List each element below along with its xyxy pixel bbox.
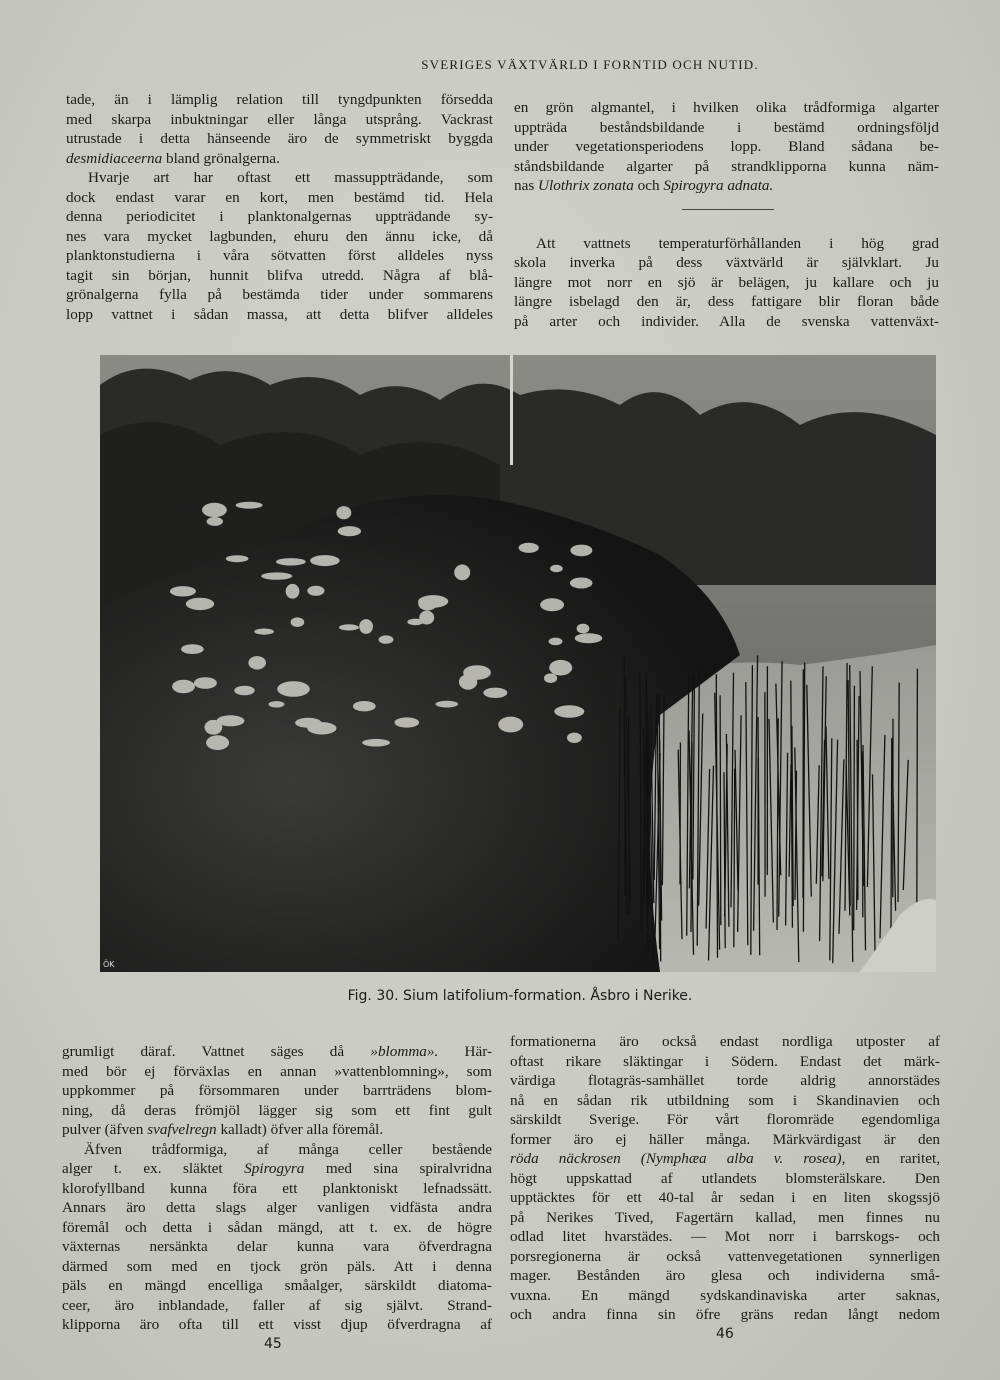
flower-head <box>577 624 590 634</box>
figure-caption: Fig. 30. Sium latifolium-formation. Åsbro i Nerike. <box>347 988 693 1004</box>
text-fragment: och <box>637 177 660 194</box>
text-line: upptäcktes för ett 40-tal år sedan i en liten skogssjö <box>510 1189 940 1206</box>
flower-head <box>498 717 523 733</box>
text-line: ceer, äro inblandade, faller af sig självt. Strand- <box>62 1296 492 1314</box>
text-line: nes vara mycket lagbunden, ehuru den ännu icke, då <box>66 227 493 245</box>
text-fragment: Här- <box>464 1043 493 1060</box>
landscape-photograph <box>100 355 936 972</box>
flower-head <box>336 506 351 519</box>
text-line: oftast rikare släktingar i Södern. Endast det märk- <box>510 1052 940 1070</box>
text-line: denna periodicitet i planktonalgernas uppträdande sy- <box>66 208 493 225</box>
photo-illustration <box>100 355 936 972</box>
text-line: tagit sin början, hunnit blifva utredd. Några af blå- <box>66 266 493 284</box>
flower-head <box>170 586 196 596</box>
text-line-italic-mixed <box>66 149 493 169</box>
text-line: grönalgerna fylla på bestämda tider under sommarens <box>66 286 493 303</box>
photographer-mark: ÖK <box>103 960 115 969</box>
text-line: mager. Bestånden äro glesa och individerna små- <box>510 1267 940 1284</box>
flower-head <box>436 701 459 708</box>
text-line-italic-mixed <box>62 1042 492 1062</box>
text-fragment: en raritet, <box>865 1150 941 1167</box>
text-line: vuxna. En mängd sydskandinaviska arter saknas, <box>510 1286 940 1304</box>
flower-head <box>549 660 572 676</box>
text-fragment: alger t. ex. släktet <box>62 1160 223 1177</box>
flower-head <box>554 705 584 717</box>
flower-head <box>194 677 217 689</box>
reed-stem <box>917 669 918 917</box>
text-line: Hvarje art har oftast ett massuppträdande, som <box>88 169 493 186</box>
text-line-italic-mixed <box>514 176 939 196</box>
flower-head <box>206 735 229 750</box>
text-line: värdiga flotagräs-samhället torde aldrig annorstädes <box>510 1072 940 1089</box>
text-line: Att vattnets temperaturförhållanden i hög grad <box>536 234 939 252</box>
flower-head <box>338 526 361 536</box>
text-line: päls en mängd encelliga småalger, särskildt diatoma- <box>62 1277 492 1294</box>
text-line: och andra finna sin öfre gräns redan långt nedom <box>510 1306 940 1323</box>
page-number-right: 46 <box>716 1326 734 1342</box>
flower-head <box>234 686 254 696</box>
flower-head <box>567 733 582 743</box>
flower-head <box>339 624 359 630</box>
text-line: uppträda beståndsbildande i bestämd ordningsföljd <box>514 118 939 136</box>
text-line: Äfven trådformiga, af många celler bestående <box>84 1140 492 1158</box>
flower-head <box>186 598 214 610</box>
text-line: klipporna äro ofta till ett visst djup öfverdragna af <box>62 1316 492 1333</box>
flower-head <box>291 617 305 627</box>
flower-head <box>483 688 507 698</box>
section-divider <box>682 209 774 210</box>
text-line-italic-mixed <box>510 1149 940 1169</box>
running-head: SVERIGES VÄXTVÄRLD I FORNTID OCH NUTID. <box>421 57 759 72</box>
text-line: en grön algmantel, i hvilken olika trådformiga algarter <box>514 99 939 116</box>
flower-head <box>261 572 292 579</box>
text-line: utrustade i detta hänseende äro de symmetriskt byggda <box>66 130 493 147</box>
text-line: ning, då deras frömjöl lägger sig som ett fint gult <box>62 1101 492 1119</box>
text-line-italic-mixed <box>62 1120 492 1140</box>
text-fragment: grumligt däraf. Vattnet säges då <box>62 1043 345 1060</box>
text-line: dock endast varar en kort, men bestämd tid. Hela <box>66 188 493 206</box>
text-line: med bör ej förväxlas en annan »vattenblomning», som <box>62 1062 492 1080</box>
text-line: lopp vattnet i sådan massa, att detta blifver alldeles <box>66 305 493 323</box>
text-line: på Nerikes Tived, Fagertärn kallad, men finnes nu <box>510 1208 940 1226</box>
text-fragment: nas <box>514 177 535 194</box>
text-fragment: bland grönalgerna. <box>165 149 280 167</box>
reed-stem <box>720 695 721 925</box>
text-line: klorofyllband kunna föra ett planktoniskt lefnadssätt. <box>62 1179 492 1197</box>
italic-term: »blomma». <box>370 1043 439 1060</box>
text-line: längre isbelagd den är, dess fattigare blir floran både <box>514 293 939 310</box>
flower-head <box>353 701 376 711</box>
flower-head <box>172 680 195 693</box>
text-line: växternas nersänkta delar kunna vara öfverdragna <box>62 1238 492 1255</box>
flower-head <box>202 503 227 517</box>
flower-head <box>359 619 373 634</box>
flower-head <box>277 681 310 697</box>
text-column-top-left <box>66 90 493 324</box>
flower-head <box>310 555 340 566</box>
flower-head <box>418 595 448 608</box>
flower-head <box>519 543 539 553</box>
text-line: planktonstudierna i våra sötvatten först alldeles nyss <box>66 247 493 264</box>
text-line: tade, än i lämplig relation till tyngdpunkten försedda <box>66 91 493 108</box>
text-line: längre mot norr en sjö är belägen, ju kallare och ju <box>514 273 939 291</box>
flower-head <box>540 598 564 611</box>
text-line: särskildt Sverige. För vårt floromräde egendomliga <box>510 1111 940 1128</box>
flower-head <box>207 517 223 526</box>
flower-head <box>395 717 420 727</box>
text-line: skola inverka på dess växtvärld är självklart. Ju <box>514 254 939 271</box>
text-fragment: med sina spiralvridna <box>325 1160 492 1177</box>
text-line: odlad litet hvarstädes. — Mot norr i barrskogs- och <box>510 1228 940 1245</box>
reed-stem <box>891 738 892 953</box>
italic-term: Spirogyra <box>244 1160 305 1177</box>
text-line: porsregionerna är också vattenvegetationen synnerligen <box>510 1247 940 1265</box>
flower-head <box>419 611 434 625</box>
text-column-bottom-right <box>510 1032 940 1325</box>
reed-stem <box>734 769 735 948</box>
flower-head <box>295 718 321 728</box>
italic-term: röda näckrosen (Nymphæa alba v. rosea), <box>510 1150 846 1167</box>
flower-head <box>379 635 394 643</box>
flower-head <box>570 578 593 589</box>
italic-term: svafvelregn <box>147 1121 217 1138</box>
italic-term: Ulothrix zonata <box>538 177 634 194</box>
flower-head <box>226 555 249 562</box>
text-line: former äro ej häller många. Märkvärdigast är den <box>510 1130 940 1148</box>
text-column-top-right <box>514 98 939 331</box>
flower-head <box>575 633 603 643</box>
text-line: ståndsbildande algarter på strandklipporna kunna näm- <box>514 157 939 175</box>
text-line: nå en sådan rik utbildning som i Skandinavien och <box>510 1091 940 1109</box>
text-fragment: pulver (äfven <box>62 1121 144 1138</box>
flower-head <box>181 644 204 654</box>
flower-head <box>217 715 245 726</box>
text-line: under vegetationsperiodens lopp. Bland sådana be- <box>514 138 939 155</box>
text-line: Annars äro detta slags alger vanligen vidfästa andra <box>62 1199 492 1216</box>
page-number-left: 45 <box>264 1336 282 1352</box>
reed-stem <box>624 658 625 896</box>
flower-head <box>454 565 470 581</box>
text-line: med skarpa inbuktningar eller långa utsprång. Vackrast <box>66 110 493 128</box>
italic-term: desmidiaceerna <box>66 149 163 167</box>
flower-head <box>362 739 390 747</box>
flower-head <box>550 565 563 573</box>
flower-head <box>269 701 285 707</box>
italic-term: Spirogyra adnata. <box>663 177 774 194</box>
text-line: på arter och individer. Alla de svenska vattenväxt- <box>514 312 939 330</box>
reed-stem <box>854 686 855 931</box>
flower-head <box>254 629 274 635</box>
flower-head <box>236 502 263 509</box>
flower-head <box>276 558 306 565</box>
text-line: uppkommer på försommaren under barrträdens blom- <box>62 1082 492 1099</box>
flower-head <box>544 673 557 683</box>
flower-head <box>463 665 491 680</box>
text-line-italic-mixed <box>62 1159 492 1179</box>
text-fragment: kalladt) öfver alla föremål. <box>220 1121 384 1138</box>
text-line: formationerna äro också endast nordliga utposter af <box>510 1033 940 1050</box>
flower-head <box>307 586 324 596</box>
text-column-bottom-left <box>62 1042 492 1335</box>
text-line: högt uppskattad af utlandets blomsterälskare. Den <box>510 1169 940 1187</box>
text-line: föremål och detta i sådan mängd, att t. ex. de högre <box>62 1218 492 1236</box>
flower-head <box>570 545 592 557</box>
flower-head <box>248 656 266 669</box>
text-line: därmed som med en tjock grön päls. Att i denna <box>62 1257 492 1275</box>
flower-head <box>549 638 563 646</box>
flower-head <box>286 584 300 599</box>
